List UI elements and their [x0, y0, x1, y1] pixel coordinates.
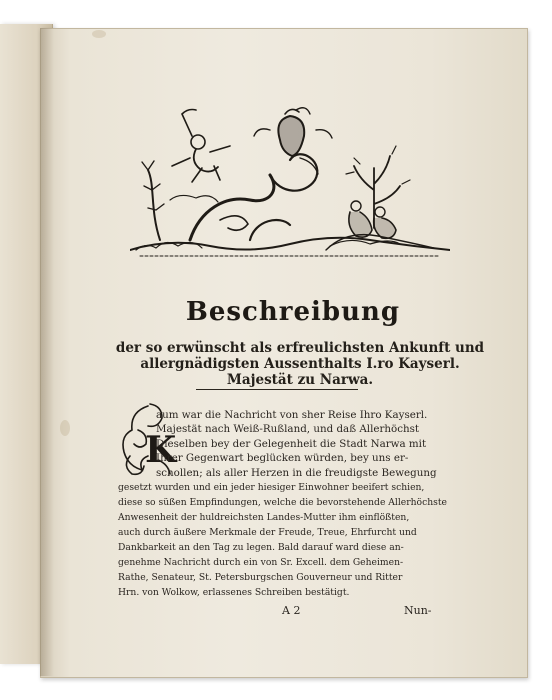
initial-letter: K	[145, 429, 177, 471]
subtitle-line-3: Majestät zu Narwa.	[226, 372, 374, 388]
paper-stain	[92, 30, 106, 38]
body-line-4: Ihrer Gegenwart beglücken würden, bey uns er-	[156, 452, 409, 464]
body-line-7: diese so süßen Empfindungen, welche die bevorstehende Allerhöchste	[118, 497, 447, 508]
body-line-11: genehme Nachricht durch ein von Sr. Excell. dem Geheimen-	[118, 557, 404, 568]
body-line-12: Rathe, Senateur, St. Petersburgschen Gouverneur und Ritter	[118, 572, 403, 583]
subtitle-line-1: der so erwünscht als erfreulichsten Ankunft und	[115, 340, 485, 356]
body-line-8: Anwesenheit der huldreichsten Landes-Mutter ihm einflößten,	[118, 512, 410, 523]
paper-stain	[60, 420, 70, 436]
document-title: Beschreibung	[185, 297, 401, 327]
body-line-3: Dieselben bey der Gelegenheit die Stadt Narwa mit	[156, 438, 427, 450]
body-line-1: aum war die Nachricht von sher Reise Ihro Kayserl.	[156, 409, 428, 421]
page-gutter-shadow	[40, 28, 54, 676]
body-line-9: auch durch äußere Merkmale der Freude, Treue, Ehrfurcht und	[118, 527, 417, 538]
body-line-2: Majestät nach Weiß-Rußland, und daß Allerhöchst	[156, 423, 420, 435]
woodcut-vignette-illustration	[130, 100, 450, 270]
body-line-5: schollen; als aller Herzen in die freudigste Bewegung	[156, 467, 437, 479]
signature-mark: A 2	[282, 604, 301, 617]
title-rule	[196, 389, 358, 390]
body-line-13: Hrn. von Wolkow, erlassenes Schreiben bestätigt.	[118, 587, 350, 598]
catchword: Nun-	[404, 604, 432, 617]
body-line-6: gesetzt wurden und ein jeder hiesiger Einwohner beeifert schien,	[118, 482, 425, 493]
subtitle-line-2: allergnädigsten Aussenthalts I.ro Kayserl.	[140, 356, 460, 372]
body-line-10: Dankbarkeit an den Tag zu legen. Bald darauf ward diese an-	[118, 542, 404, 553]
